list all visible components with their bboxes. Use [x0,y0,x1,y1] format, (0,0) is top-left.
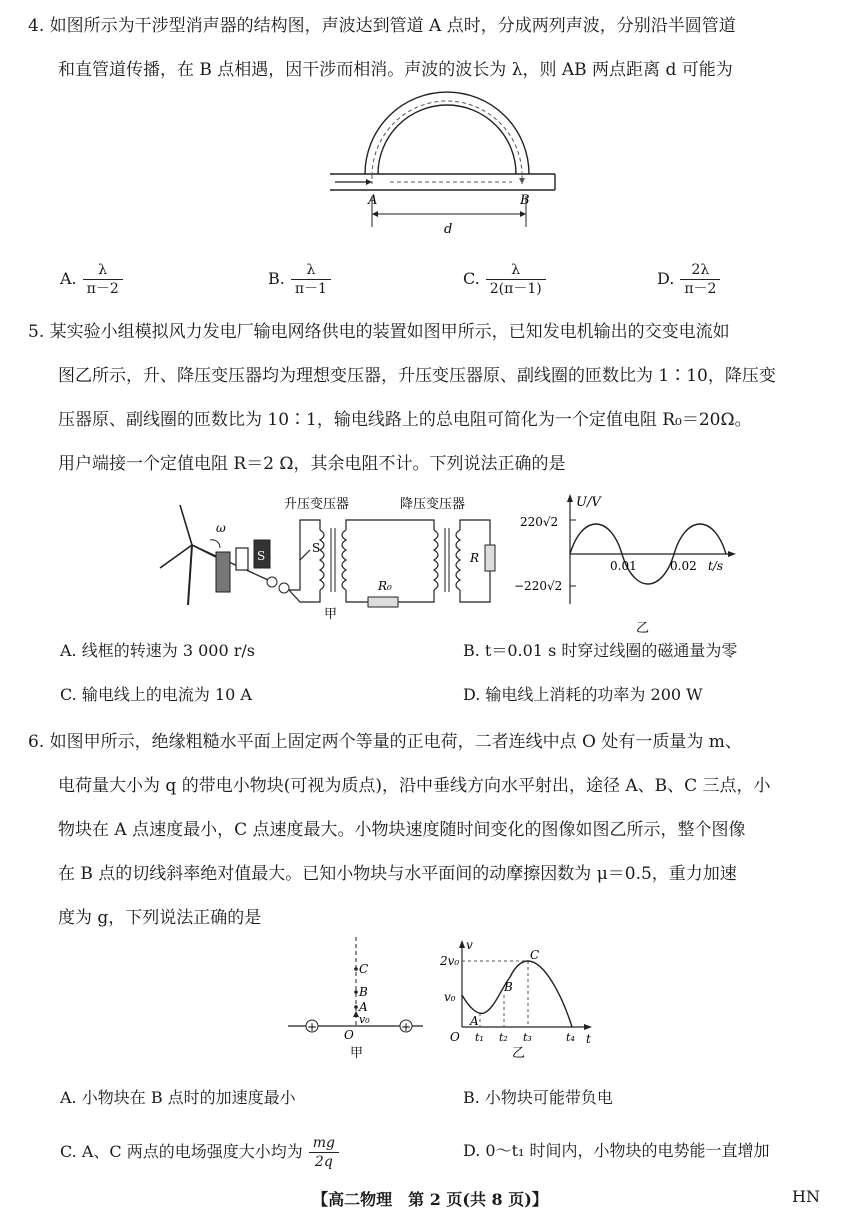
q6-option-c: C. A、C 两点的电场强度大小均为 $\frac{mg}{2q}$ [60,1135,339,1170]
t4-tick: t₄ [566,1031,575,1044]
q4-option-d: D. $\frac{2\lambda}{\pi-2}$ [657,262,720,297]
origin-o-label: O [344,1028,354,1042]
q6-option-d: D. 0～t₁ 时间内，小物块的电势能一直增加 [463,1141,770,1160]
v0-label: v₀ [359,1013,370,1026]
fig-yi-caption: 乙 [512,1046,526,1061]
q6-line-3: 物块在 A 点速度最小，C 点速度最大。小物块速度随时间变化的图像如图乙所示，整个图像 [58,820,746,840]
q6-line-1: 6. 如图甲所示，绝缘粗糙水平面上固定两个等量的正电荷，二者连线中点 O 处有一质量为 m、 [28,732,742,752]
q6-line-5: 度为 g，下列说法正确的是 [58,908,262,928]
t-tick-1: 0.01 [610,559,637,573]
v0-tick-label: v₀ [444,990,456,1004]
curve-point-b: B [504,980,513,994]
r0-label: R₀ [378,579,392,593]
q4-silencer-figure [330,92,570,242]
point-b-label: B [359,985,368,999]
q6-velocity-graph [440,935,600,1065]
point-b-label: B [520,193,530,208]
step-down-transformer-label: 降压变压器 [400,497,466,512]
q6-charge-figure [288,935,428,1065]
distance-d-label: d [444,222,453,237]
q5-voltage-graph [512,492,742,640]
t1-tick: t₁ [475,1031,484,1044]
q4-line-1: 4. 如图所示为干涉型消声器的结构图，声波达到管道 A 点时，分成两列声波，分别沿半圆管道 [28,16,736,36]
point-a-label: A [359,1000,368,1014]
charge-left-sign: + [307,1020,318,1034]
point-c-label: C [359,962,369,976]
footer-region-tag: HN [792,1187,820,1206]
curve-point-a: A [470,1014,479,1028]
q4-option-a: A. $\frac{\lambda}{\pi-2}$ [60,262,123,297]
q5-line-1: 5. 某实验小组模拟风力发电厂输电网络供电的装置如图甲所示，已知发电机输出的交变电流如 [28,322,730,342]
r-label: R [470,551,480,565]
fig-jia-caption: 甲 [350,1046,364,1061]
t3-tick: t₃ [523,1031,532,1044]
q5-line-2: 图乙所示，升、降压变压器均为理想变压器，升压变压器原、副线圈的匝数比为 1∶10，降压变 [58,366,776,386]
t-axis-label: t [586,1032,591,1046]
charge-right-sign: + [401,1020,412,1034]
q5-line-3: 压器原、副线圈的匝数比为 10∶1，输电线路上的总电阻可简化为一个定值电阻 R₀＝20Ω。 [58,410,752,430]
q4-option-b: B. $\frac{\lambda}{\pi-1}$ [268,262,331,297]
origin-o-label: O [450,1030,460,1044]
q4-line-2: 和直管道传播，在 B 点相遇，因干涉而相消。声波的波长为 λ，则 AB 两点距离 d 可能为 [58,60,733,80]
q5-circuit-figure [150,490,500,620]
q6-option-b: B. 小物块可能带负电 [463,1088,613,1107]
t-axis-label: t/s [708,559,724,573]
q5-option-d: D. 输电线上消耗的功率为 200 W [463,685,703,704]
q5-line-4: 用户端接一个定值电阻 R＝2 Ω，其余电阻不计。下列说法正确的是 [58,454,566,474]
q6-option-a: A. 小物块在 B 点时的加速度最小 [60,1088,296,1107]
q4-option-c: C. $\frac{\lambda}{2(\pi-1)}$ [463,262,546,297]
page-footer: 【高二物理 第 2 页(共 8 页)】 [312,1190,548,1209]
q6-line-2: 电荷量大小为 q 的带电小物块(可视为质点)，沿中垂线方向水平射出，途径 A、B、C 三点，小 [58,776,771,796]
two-v0-label: 2v₀ [440,954,460,968]
magnet-s-label: S [257,549,266,563]
fig-yi-caption: 乙 [636,621,650,636]
v-axis-label: v [466,938,473,952]
t-tick-2: 0.02 [670,559,697,573]
u-axis-label: U/V [576,495,601,510]
switch-label: S [312,541,321,555]
u-min-label: −220√2 [514,579,563,593]
q5-option-a: A. 线框的转速为 3 000 r/s [60,641,255,660]
q6-line-4: 在 B 点的切线斜率绝对值最大。已知小物块与水平面间的动摩擦因数为 μ＝0.5，重力加速 [58,864,737,884]
fig-jia-caption: 甲 [324,607,338,622]
omega-label: ω [216,521,226,535]
step-up-transformer-label: 升压变压器 [284,497,350,512]
curve-point-c: C [530,948,540,962]
t2-tick: t₂ [499,1031,508,1044]
q5-option-b: B. t＝0.01 s 时穿过线圈的磁通量为零 [463,641,738,660]
q5-option-c: C. 输电线上的电流为 10 A [60,685,252,704]
point-a-label: A [368,193,378,208]
u-max-label: 220√2 [520,515,559,529]
